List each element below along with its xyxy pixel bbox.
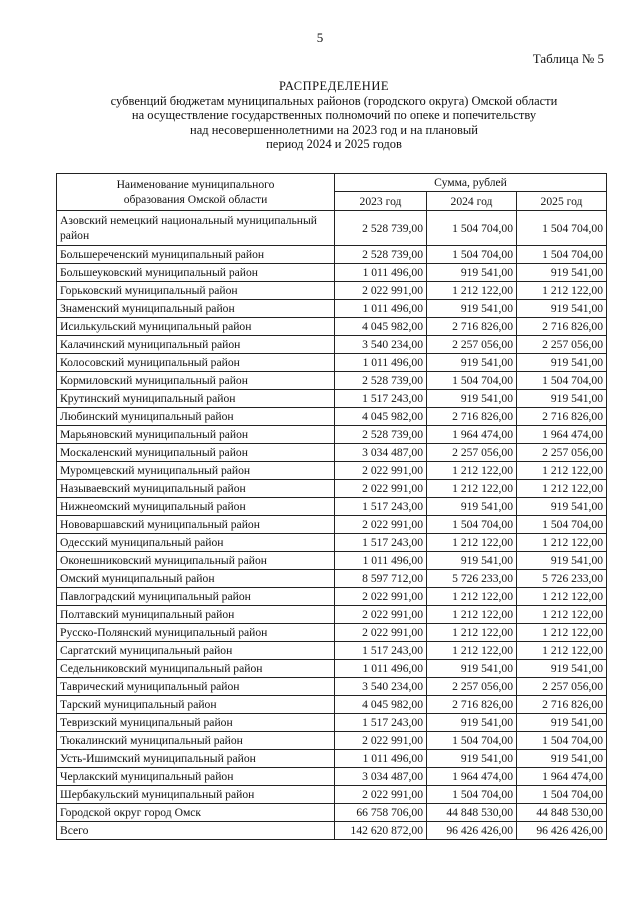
amount-2023-cell: 1 011 496,00 (335, 660, 427, 678)
amount-2023-cell: 3 540 234,00 (335, 336, 427, 354)
district-name-cell: Горьковский муниципальный район (57, 282, 335, 300)
amount-2024-cell: 96 426 426,00 (427, 822, 517, 840)
amount-2024-cell: 1 212 122,00 (427, 588, 517, 606)
amount-2024-cell: 919 541,00 (427, 300, 517, 318)
table-row (57, 282, 607, 300)
table-row (57, 786, 607, 804)
table-row (57, 570, 607, 588)
amount-2025-cell: 44 848 530,00 (517, 804, 607, 822)
amount-2023-cell: 1 517 243,00 (335, 498, 427, 516)
amount-2023-cell: 1 517 243,00 (335, 714, 427, 732)
amount-2024-cell: 1 504 704,00 (427, 516, 517, 534)
table-row (57, 804, 607, 822)
amount-2024-cell: 1 212 122,00 (427, 534, 517, 552)
amount-2025-cell: 2 257 056,00 (517, 678, 607, 696)
amount-2024-cell: 1 504 704,00 (427, 372, 517, 390)
table-row (57, 480, 607, 498)
district-name-cell: Кормиловский муниципальный район (57, 372, 335, 390)
amount-2025-cell: 1 212 122,00 (517, 282, 607, 300)
sum-column-header: Сумма, рублей (335, 174, 607, 192)
table-row (57, 822, 607, 840)
amount-2024-cell: 919 541,00 (427, 354, 517, 372)
district-name-cell: Шербакульский муниципальный район (57, 786, 335, 804)
table-row (57, 462, 607, 480)
district-name-cell: Тевризский муниципальный район (57, 714, 335, 732)
district-name-cell: Тюкалинский муниципальный район (57, 732, 335, 750)
amount-2024-cell: 44 848 530,00 (427, 804, 517, 822)
heading-line: субвенций бюджетам муниципальных районов (городского округа) Омской области (110, 93, 558, 108)
table-row (57, 624, 607, 642)
name-column-header (57, 174, 335, 211)
amount-2025-cell: 1 504 704,00 (517, 246, 607, 264)
table-header-row (57, 174, 607, 192)
district-name-cell: Всего (57, 822, 335, 840)
district-name-cell: Одесский муниципальный район (57, 534, 335, 552)
amount-2023-cell: 1 011 496,00 (335, 354, 427, 372)
district-name-cell: Саргатский муниципальный район (57, 642, 335, 660)
amount-2023-cell: 2 022 991,00 (335, 786, 427, 804)
amount-2024-cell: 1 212 122,00 (427, 480, 517, 498)
amount-2025-cell: 96 426 426,00 (517, 822, 607, 840)
heading-line: период 2024 и 2025 годов (266, 137, 402, 152)
amount-2023-cell: 2 528 739,00 (335, 372, 427, 390)
amount-2025-cell: 2 716 826,00 (517, 696, 607, 714)
amount-2024-cell: 2 257 056,00 (427, 678, 517, 696)
amount-2025-cell: 1 212 122,00 (517, 642, 607, 660)
amount-2025-cell: 1 504 704,00 (517, 211, 607, 246)
amount-2024-cell: 2 716 826,00 (427, 408, 517, 426)
table-label: Таблица № 5 (532, 51, 604, 66)
amount-2024-cell: 1 212 122,00 (427, 606, 517, 624)
amount-2025-cell: 2 716 826,00 (517, 408, 607, 426)
amount-2024-cell: 1 212 122,00 (427, 624, 517, 642)
amount-2025-cell: 1 212 122,00 (517, 534, 607, 552)
district-name-cell: Азовский немецкий национальный муниципальный район (57, 211, 335, 246)
table-row (57, 678, 607, 696)
district-name-cell: Полтавский муниципальный район (57, 606, 335, 624)
district-name-cell: Любинский муниципальный район (57, 408, 335, 426)
district-name-cell: Крутинский муниципальный район (57, 390, 335, 408)
amount-2024-cell: 5 726 233,00 (427, 570, 517, 588)
amount-2023-cell: 1 011 496,00 (335, 264, 427, 282)
district-name-cell: Городской округ город Омск (57, 804, 335, 822)
amount-2023-cell: 1 011 496,00 (335, 552, 427, 570)
table-row (57, 534, 607, 552)
amount-2025-cell: 919 541,00 (517, 750, 607, 768)
amount-2023-cell: 1 517 243,00 (335, 534, 427, 552)
district-name-cell: Знаменский муниципальный район (57, 300, 335, 318)
amount-2025-cell: 1 212 122,00 (517, 462, 607, 480)
amount-2025-cell: 5 726 233,00 (517, 570, 607, 588)
amount-2023-cell: 2 022 991,00 (335, 282, 427, 300)
table-row (57, 768, 607, 786)
amount-2023-cell: 2 022 991,00 (335, 588, 427, 606)
amount-2024-cell: 1 504 704,00 (427, 732, 517, 750)
heading-line: на осуществление государственных полномочий по опеке и попечительству (131, 108, 537, 123)
amount-2023-cell: 2 022 991,00 (335, 480, 427, 498)
table-row (57, 372, 607, 390)
amount-2025-cell: 2 257 056,00 (517, 336, 607, 354)
table-row (57, 552, 607, 570)
page-number: 5 (316, 30, 324, 45)
amount-2023-cell: 8 597 712,00 (335, 570, 427, 588)
amount-2024-cell: 1 964 474,00 (427, 426, 517, 444)
amount-2025-cell: 919 541,00 (517, 498, 607, 516)
amount-2023-cell: 3 540 234,00 (335, 678, 427, 696)
amount-2023-cell: 2 528 739,00 (335, 211, 427, 246)
amount-2025-cell: 919 541,00 (517, 714, 607, 732)
amount-2024-cell: 919 541,00 (427, 714, 517, 732)
table-row (57, 300, 607, 318)
district-name-cell: Черлакский муниципальный район (57, 768, 335, 786)
amount-2024-cell: 919 541,00 (427, 498, 517, 516)
district-name-cell: Усть-Ишимский муниципальный район (57, 750, 335, 768)
amount-2023-cell: 2 022 991,00 (335, 516, 427, 534)
heading-line: над несовершеннолетними на 2023 год и на плановый (190, 122, 478, 137)
year-header-2024: 2024 год (427, 192, 517, 211)
district-name-cell: Большеуковский муниципальный район (57, 264, 335, 282)
year-header-2025: 2025 год (517, 192, 607, 211)
district-name-cell: Оконешниковский муниципальный район (57, 552, 335, 570)
amount-2025-cell: 919 541,00 (517, 354, 607, 372)
table-row (57, 318, 607, 336)
amount-2025-cell: 1 964 474,00 (517, 426, 607, 444)
district-name-cell: Седельниковский муниципальный район (57, 660, 335, 678)
amount-2024-cell: 1 504 704,00 (427, 246, 517, 264)
amount-2025-cell: 2 257 056,00 (517, 444, 607, 462)
amount-2023-cell: 1 011 496,00 (335, 300, 427, 318)
amount-2023-cell: 1 517 243,00 (335, 642, 427, 660)
distribution-table (56, 173, 607, 840)
amount-2023-cell: 66 758 706,00 (335, 804, 427, 822)
amount-2023-cell: 4 045 982,00 (335, 696, 427, 714)
table-body (57, 211, 607, 840)
amount-2024-cell: 1 212 122,00 (427, 462, 517, 480)
amount-2024-cell: 2 257 056,00 (427, 336, 517, 354)
table-row (57, 354, 607, 372)
amount-2024-cell: 1 504 704,00 (427, 211, 517, 246)
table-row (57, 516, 607, 534)
amount-2023-cell: 1 011 496,00 (335, 750, 427, 768)
table-row (57, 390, 607, 408)
district-name-cell: Большереченский муниципальный район (57, 246, 335, 264)
amount-2024-cell: 1 504 704,00 (427, 786, 517, 804)
district-name-cell: Марьяновский муниципальный район (57, 426, 335, 444)
amount-2023-cell: 3 034 487,00 (335, 768, 427, 786)
name-header-line: образования Омской области (123, 193, 268, 206)
amount-2024-cell: 2 716 826,00 (427, 318, 517, 336)
table-row (57, 211, 607, 246)
table-row (57, 588, 607, 606)
amount-2025-cell: 919 541,00 (517, 660, 607, 678)
amount-2023-cell: 2 022 991,00 (335, 606, 427, 624)
district-name-cell: Омский муниципальный район (57, 570, 335, 588)
amount-2024-cell: 1 212 122,00 (427, 282, 517, 300)
table-row (57, 732, 607, 750)
name-header-line: Наименование муниципального (116, 178, 275, 191)
district-name-cell: Называевский муниципальный район (57, 480, 335, 498)
district-name-cell: Таврический муниципальный район (57, 678, 335, 696)
amount-2025-cell: 1 504 704,00 (517, 732, 607, 750)
table-row (57, 696, 607, 714)
district-name-cell: Тарский муниципальный район (57, 696, 335, 714)
table-row (57, 426, 607, 444)
amount-2025-cell: 2 716 826,00 (517, 318, 607, 336)
amount-2024-cell: 919 541,00 (427, 552, 517, 570)
table-row (57, 606, 607, 624)
district-name-cell: Москаленский муниципальный район (57, 444, 335, 462)
amount-2023-cell: 2 022 991,00 (335, 624, 427, 642)
table-row (57, 264, 607, 282)
amount-2025-cell: 919 541,00 (517, 390, 607, 408)
amount-2025-cell: 1 504 704,00 (517, 516, 607, 534)
amount-2024-cell: 919 541,00 (427, 390, 517, 408)
amount-2023-cell: 3 034 487,00 (335, 444, 427, 462)
amount-2024-cell: 1 212 122,00 (427, 642, 517, 660)
district-name-cell: Русско-Полянский муниципальный район (57, 624, 335, 642)
document-heading (40, 79, 628, 152)
amount-2025-cell: 1 964 474,00 (517, 768, 607, 786)
table-row (57, 246, 607, 264)
table-row (57, 750, 607, 768)
amount-2023-cell: 2 022 991,00 (335, 462, 427, 480)
amount-2023-cell: 142 620 872,00 (335, 822, 427, 840)
table-row (57, 408, 607, 426)
table-row (57, 714, 607, 732)
amount-2024-cell: 919 541,00 (427, 660, 517, 678)
district-name-cell: Муромцевский муниципальный район (57, 462, 335, 480)
table-row (57, 336, 607, 354)
district-name-cell: Нижнеомский муниципальный район (57, 498, 335, 516)
district-name-cell: Исилькульский муниципальный район (57, 318, 335, 336)
district-name-cell: Нововаршавский муниципальный район (57, 516, 335, 534)
district-name-cell: Колосовский муниципальный район (57, 354, 335, 372)
amount-2024-cell: 2 716 826,00 (427, 696, 517, 714)
amount-2023-cell: 1 517 243,00 (335, 390, 427, 408)
table-row (57, 660, 607, 678)
amount-2024-cell: 919 541,00 (427, 750, 517, 768)
amount-2025-cell: 919 541,00 (517, 264, 607, 282)
amount-2024-cell: 919 541,00 (427, 264, 517, 282)
amount-2025-cell: 919 541,00 (517, 300, 607, 318)
amount-2023-cell: 4 045 982,00 (335, 318, 427, 336)
table-row (57, 498, 607, 516)
amount-2025-cell: 1 212 122,00 (517, 480, 607, 498)
district-name-cell: Калачинский муниципальный район (57, 336, 335, 354)
amount-2023-cell: 4 045 982,00 (335, 408, 427, 426)
amount-2025-cell: 1 212 122,00 (517, 588, 607, 606)
amount-2023-cell: 2 528 739,00 (335, 426, 427, 444)
amount-2025-cell: 1 212 122,00 (517, 624, 607, 642)
table-row (57, 642, 607, 660)
amount-2025-cell: 1 212 122,00 (517, 606, 607, 624)
amount-2025-cell: 919 541,00 (517, 552, 607, 570)
document-title: РАСПРЕДЕЛЕНИЕ (278, 79, 389, 93)
district-name-cell: Павлоградский муниципальный район (57, 588, 335, 606)
amount-2023-cell: 2 528 739,00 (335, 246, 427, 264)
amount-2025-cell: 1 504 704,00 (517, 372, 607, 390)
amount-2024-cell: 2 257 056,00 (427, 444, 517, 462)
table-row (57, 444, 607, 462)
amount-2024-cell: 1 964 474,00 (427, 768, 517, 786)
amount-2025-cell: 1 504 704,00 (517, 786, 607, 804)
amount-2023-cell: 2 022 991,00 (335, 732, 427, 750)
year-header-2023: 2023 год (335, 192, 427, 211)
